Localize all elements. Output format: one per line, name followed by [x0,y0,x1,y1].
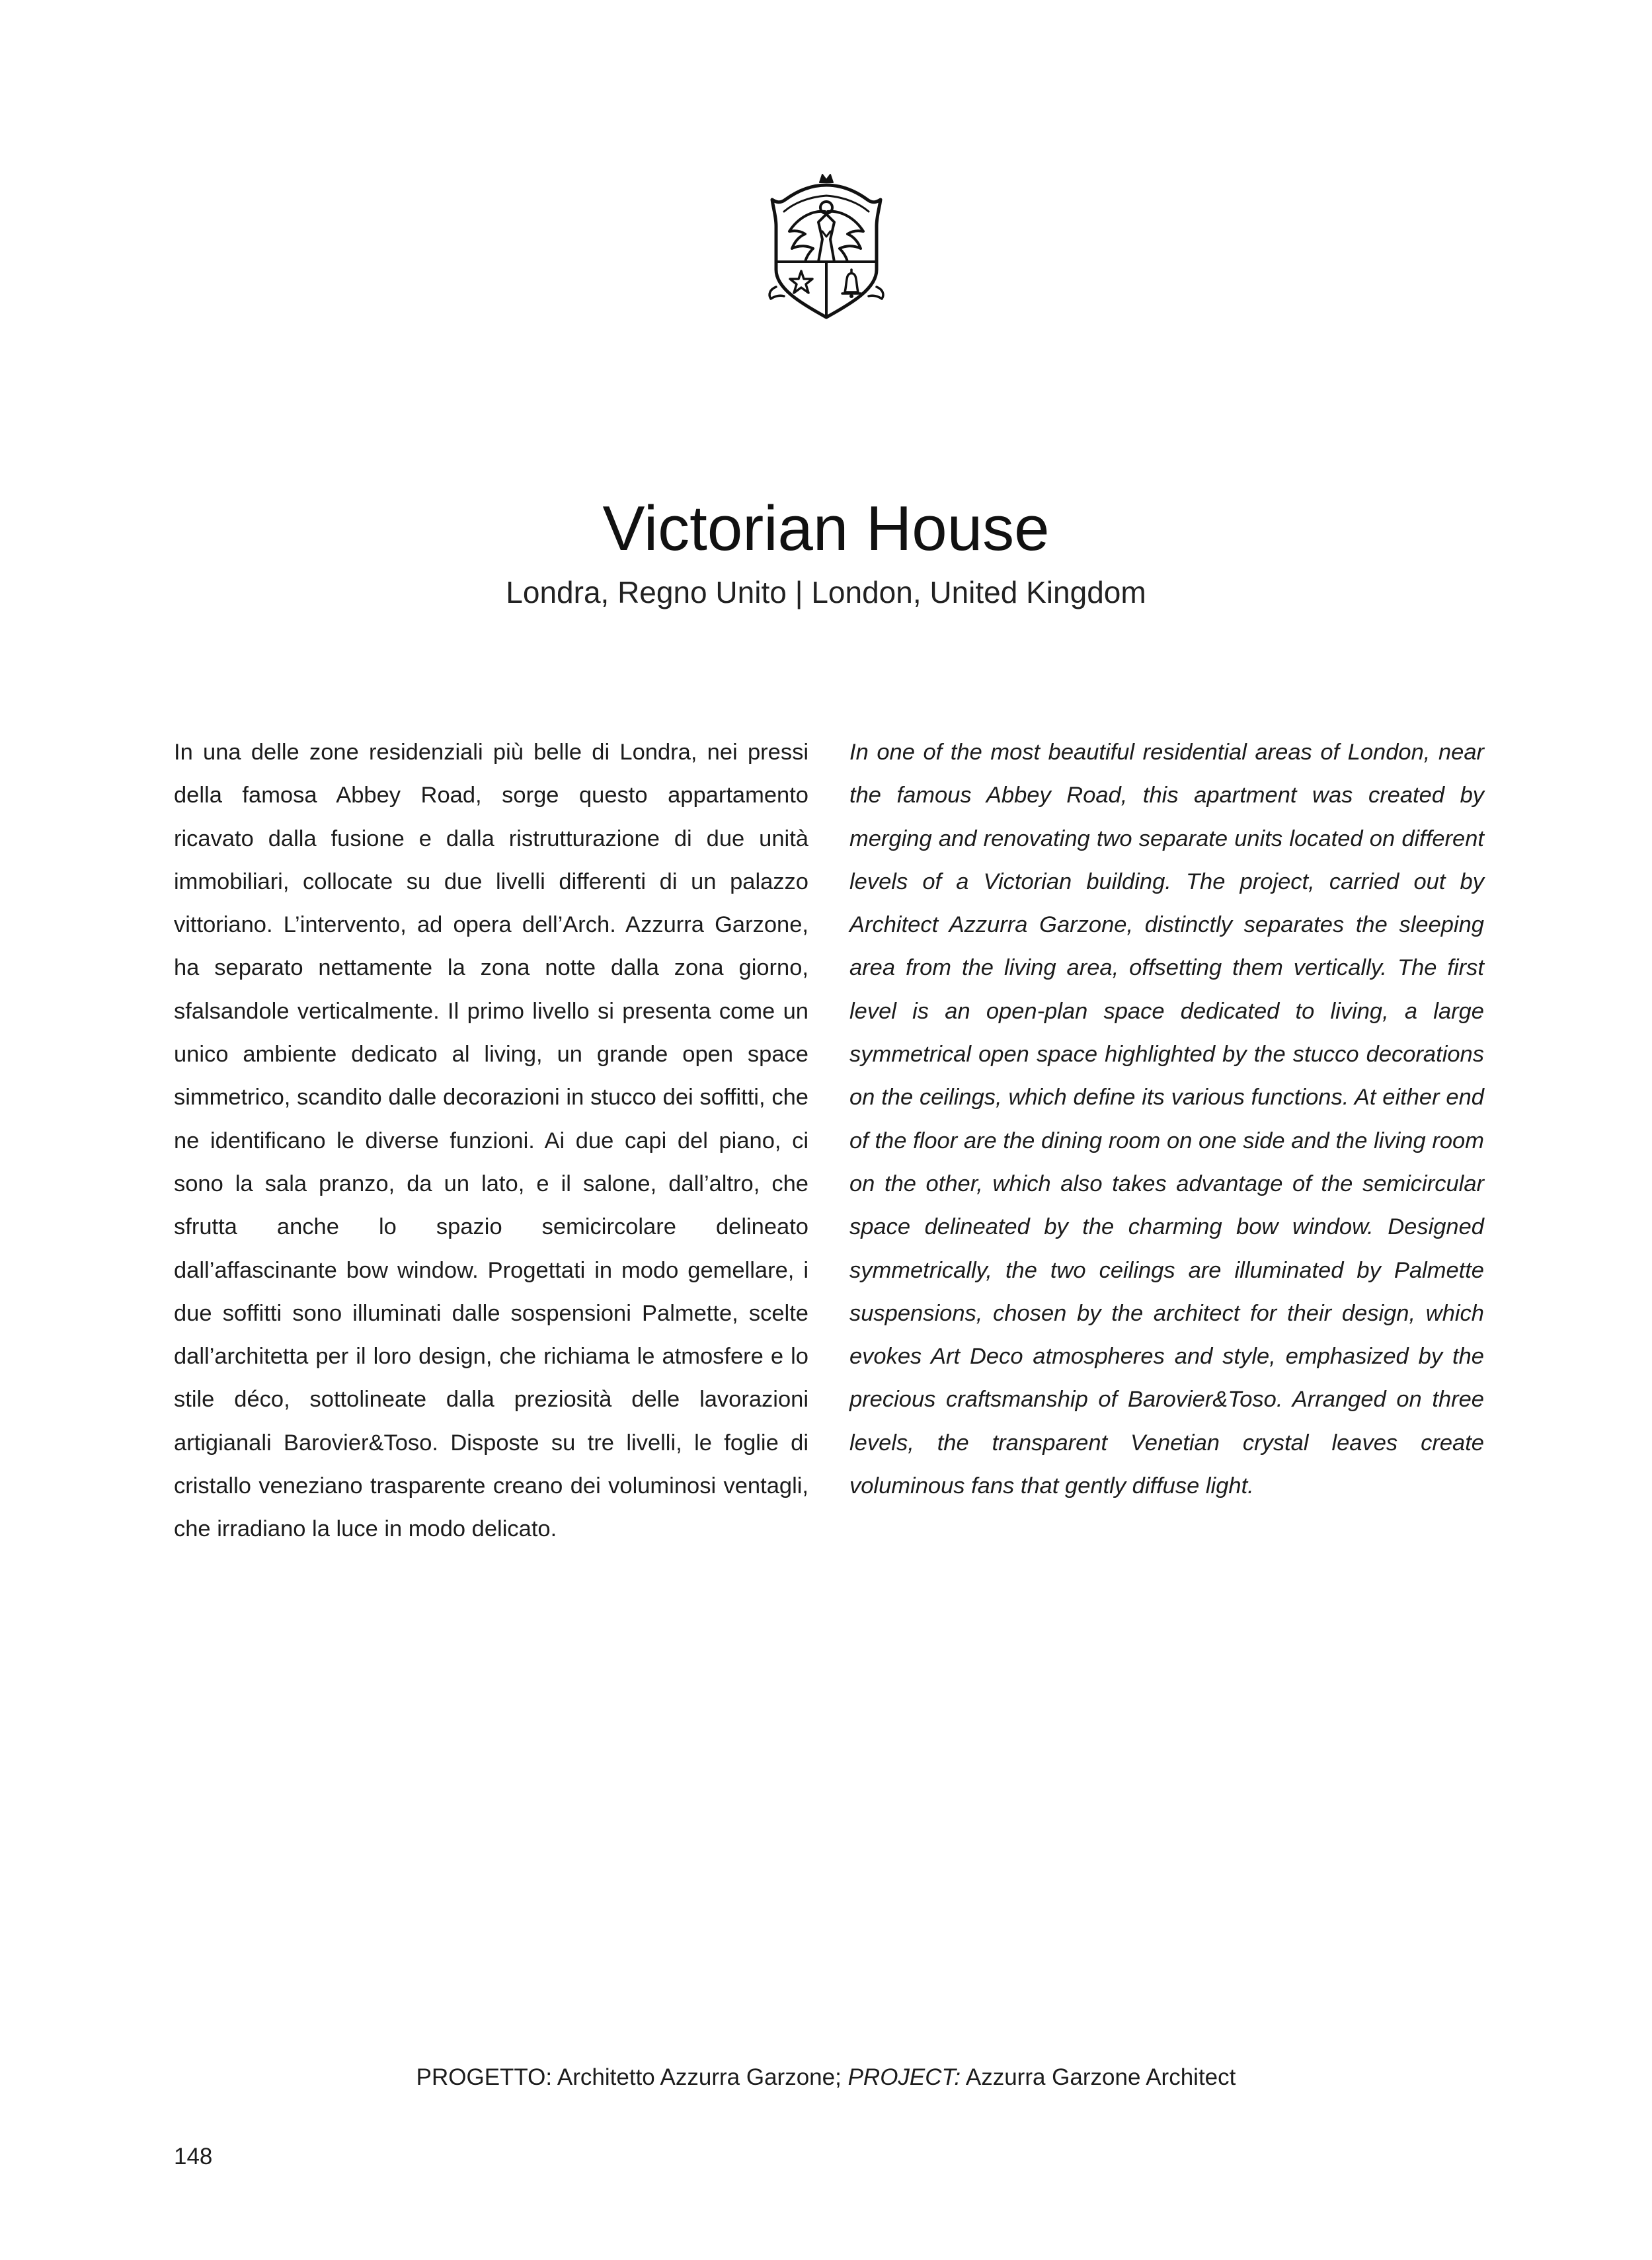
project-credits [0,2061,1652,2094]
page-subtitle-location: Londra, Regno Unito | London, United Kingdom [506,575,1146,609]
crest-logo-icon [767,171,886,321]
body-text-italian: In una delle zone residenziali più belle di Londra, nei pressi della famosa Abbey Road, sorge questo appartamento ricavato dalla fusione e dalla ristrutturazione di due unità immobiliari, collocate su due livelli differenti di un palazzo vittoriano. L’intervento, ad opera dell’Arch. Azzurra Garzone, ha separato nettamente la zona notte dalla zona giorno, sfalsandole verticalmente. Il primo livello si presenta come un unico ambiente dedicato al living, un grande open space simmetrico, scandito dalle decorazioni in stucco dei soffitti, che ne identificano le diverse funzioni. Ai due capi del piano, ci sono la sala pranzo, da un lato, e il salone, dall’altro, che sfrutta anche lo spazio semicircolare delineato dall’affascinante bow window. Progettati in modo gemellare, i due soffitti sono illuminati dalle sospensioni Palmette, scelte dall’architetta per il loro design, che richiama le atmosfere e lo stile déco, sottolineate dalla preziosità delle lavorazioni artigianali Barovier&Toso. Disposte su tre livelli, le foglie di cristallo veneziano trasparente creano dei voluminosi ventagli, che irradiano la luce in modo delicato. [174,740,808,1542]
credits-value-english: Azzurra Garzone Architect [965,2064,1236,2090]
credits-value-italian: Architetto Azzurra Garzone; [557,2064,842,2090]
page-number: 148 [174,2144,213,2169]
page-title: Victorian House [602,493,1050,564]
body-text-english: In one of the most beautiful residential areas of London, near the famous Abbey Road, this apartment was created by merging and renovating two separate units located on different levels of a Victorian building. The project, carried out by Architect Azzurra Garzone, distinctly separates the sleeping area from the living area, offsetting them vertically. The first level is an open-plan space dedicated to living, a large symmetrical open space highlighted by the stucco decorations on the ceilings, which define its various functions. At either end of the floor are the dining room on one side and the living room on the other, which also takes advantage of the semicircular space delineated by the charming bow window. Designed symmetrically, the two ceilings are illuminated by Palmette suspensions, chosen by the architect for their design, which evokes Art Deco atmospheres and style, emphasized by the precious craftsmanship of Barovier&Toso. Arranged on three levels, the transparent Venetian crystal leaves create voluminous fans that gently diffuse light. [849,740,1484,1499]
credits-label-english: PROJECT: [847,2064,961,2090]
credits-label-italian: PROGETTO: [416,2064,553,2090]
